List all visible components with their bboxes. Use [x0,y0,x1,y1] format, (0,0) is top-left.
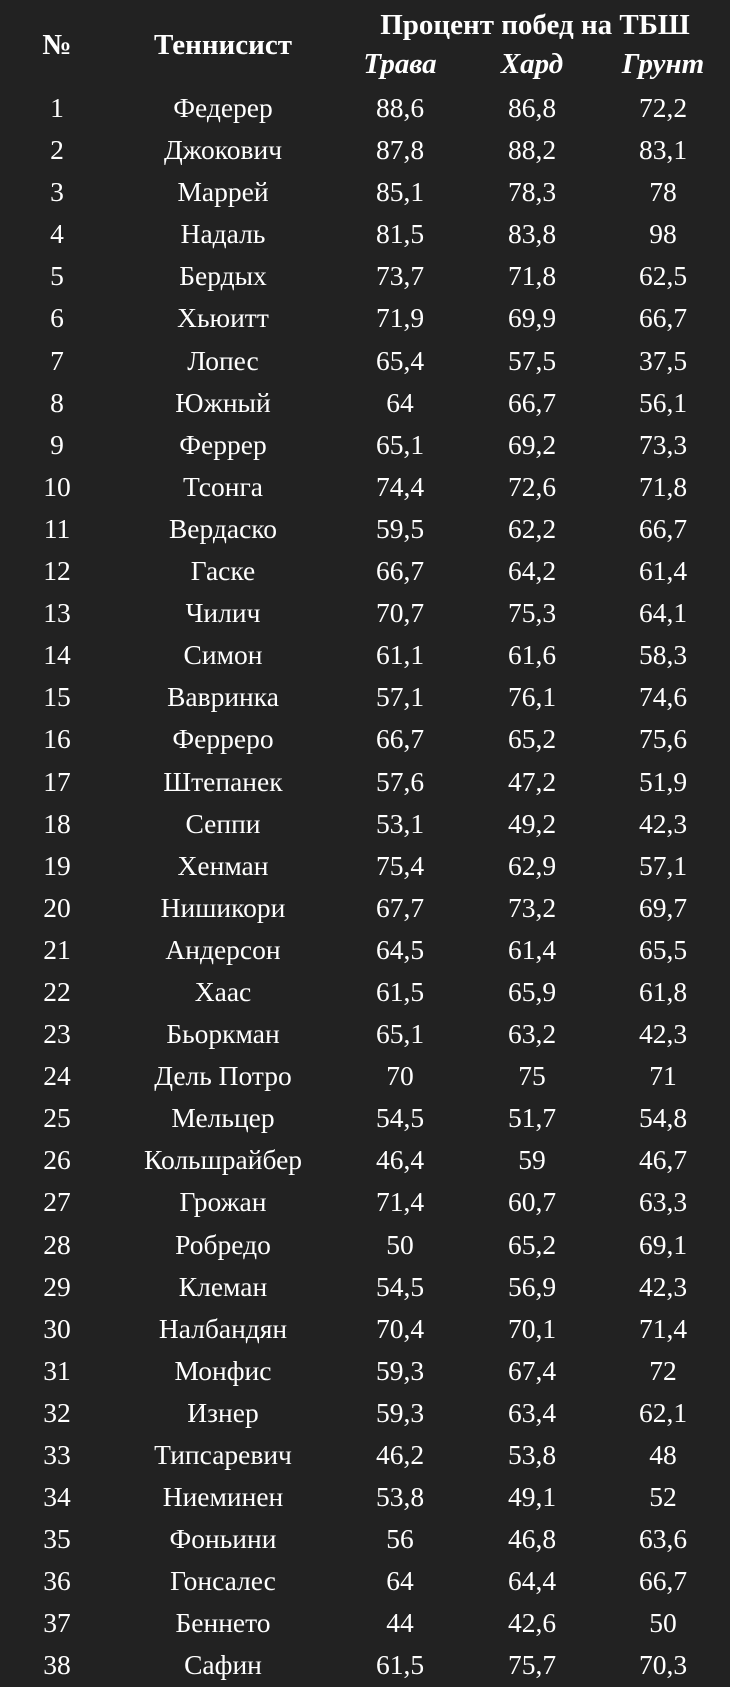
cell-grass-percent: 61,5 [375,975,425,1007]
cell-clay-percent: 72 [649,1354,677,1386]
cell-player-name: Фоньини [169,1523,277,1555]
cell-player-name: Вердаско [168,512,278,544]
cell-hard-percent: 63,2 [507,1018,557,1050]
table-row [0,1392,730,1434]
table-row [0,1055,730,1097]
cell-clay-percent: 73,3 [638,428,688,460]
cell-number: 10 [43,470,71,502]
cell-hard-percent: 47,2 [507,765,557,797]
cell-grass-percent: 50 [386,1228,414,1260]
cell-number: 22 [43,975,71,1007]
cell-player-name: Хенман [177,849,269,881]
cell-clay-percent: 50 [649,1607,677,1639]
cell-player-name: Монфис [174,1354,272,1386]
cell-number: 34 [43,1481,71,1513]
cell-grass-percent: 59,5 [375,512,425,544]
cell-number: 19 [43,849,71,881]
table-row [0,1181,730,1223]
cell-player-name: Ниеминен [162,1481,284,1513]
cell-clay-percent: 74,6 [638,681,688,713]
cell-player-name: Андерсон [165,933,281,965]
cell-hard-percent: 63,4 [507,1396,557,1428]
cell-clay-percent: 56,1 [638,386,688,418]
cell-number: 31 [43,1354,71,1386]
header-surface-hard: Хард [500,48,564,80]
cell-number: 35 [43,1523,71,1555]
cell-clay-percent: 78 [649,176,677,208]
cell-hard-percent: 57,5 [507,344,557,376]
cell-number: 16 [43,723,71,755]
cell-grass-percent: 75,4 [375,849,425,881]
cell-number: 5 [50,260,64,292]
cell-hard-percent: 65,9 [507,975,557,1007]
cell-player-name: Лопес [187,344,259,376]
cell-clay-percent: 71,4 [638,1312,688,1344]
cell-hard-percent: 59 [518,1144,546,1176]
cell-player-name: Маррей [177,176,269,208]
cell-clay-percent: 58,3 [638,639,688,671]
cell-hard-percent: 42,6 [507,1607,557,1639]
cell-grass-percent: 85,1 [375,176,425,208]
cell-number: 4 [50,218,64,250]
table-row [0,929,730,971]
table-row [0,87,730,129]
cell-clay-percent: 62,5 [638,260,688,292]
table-row [0,1476,730,1518]
cell-player-name: Феррер [179,428,267,460]
cell-hard-percent: 66,7 [507,386,557,418]
table-row [0,592,730,634]
cell-clay-percent: 65,5 [638,933,688,965]
cell-hard-percent: 75,3 [507,597,557,629]
cell-grass-percent: 74,4 [375,470,425,502]
cell-number: 8 [50,386,64,418]
cell-grass-percent: 54,5 [375,1270,425,1302]
cell-number: 9 [50,428,64,460]
cell-player-name: Штепанек [163,765,283,797]
header-surface-clay: Грунт [621,48,705,80]
cell-hard-percent: 62,2 [507,512,557,544]
cell-clay-percent: 42,3 [638,1018,688,1050]
table-row [0,676,730,718]
table-row [0,1013,730,1055]
cell-hard-percent: 62,9 [507,849,557,881]
cell-player-name: Кольшрайбер [143,1144,303,1176]
cell-clay-percent: 62,1 [638,1396,688,1428]
cell-hard-percent: 56,9 [507,1270,557,1302]
cell-clay-percent: 71,8 [638,470,688,502]
cell-clay-percent: 69,7 [638,891,688,923]
cell-number: 20 [43,891,71,923]
cell-player-name: Южный [175,386,271,418]
cell-number: 25 [43,1102,71,1134]
cell-clay-percent: 37,5 [638,344,688,376]
cell-hard-percent: 49,2 [507,807,557,839]
cell-grass-percent: 67,7 [375,891,425,923]
cell-clay-percent: 66,7 [638,512,688,544]
cell-clay-percent: 69,1 [638,1228,688,1260]
cell-grass-percent: 57,6 [375,765,425,797]
cell-number: 1 [50,92,64,123]
cell-player-name: Дель Потро [154,1060,292,1092]
cell-player-name: Клеман [178,1270,268,1302]
cell-grass-percent: 70,7 [375,597,425,629]
cell-grass-percent: 61,1 [375,639,425,671]
cell-player-name: Гонсалес [170,1565,276,1597]
cell-clay-percent: 42,3 [638,807,688,839]
cell-number: 23 [43,1018,71,1050]
table-row [0,1266,730,1308]
cell-player-name: Надаль [180,218,266,250]
cell-hard-percent: 71,8 [507,260,557,292]
cell-grass-percent: 46,4 [375,1144,425,1176]
cell-hard-percent: 76,1 [507,681,557,713]
cell-hard-percent: 83,8 [507,218,557,250]
cell-player-name: Ферреро [172,723,274,755]
cell-number: 38 [43,1649,71,1681]
cell-clay-percent: 63,6 [638,1523,688,1555]
table-row [0,297,730,339]
table-row [0,213,730,255]
cell-grass-percent: 88,6 [375,92,425,123]
table-row [0,1308,730,1350]
table-row [0,1560,730,1602]
table-row [0,845,730,887]
cell-player-name: Сафин [184,1649,262,1681]
cell-grass-percent: 81,5 [375,218,425,250]
cell-hard-percent: 61,6 [507,639,557,671]
table-row [0,1644,730,1686]
cell-number: 33 [43,1439,71,1470]
cell-player-name: Хаас [194,975,252,1007]
cell-hard-percent: 72,6 [507,470,557,502]
header-player: Теннисист [154,29,292,61]
cell-player-name: Сеппи [185,807,261,839]
cell-player-name: Гаске [190,555,256,587]
table-row [0,887,730,929]
cell-clay-percent: 57,1 [638,849,688,881]
cell-number: 28 [43,1228,71,1260]
cell-number: 11 [43,512,71,544]
cell-grass-percent: 73,7 [375,260,425,292]
cell-clay-percent: 48 [649,1439,677,1470]
table-row [0,1434,730,1476]
cell-grass-percent: 70 [386,1060,414,1092]
table-row [0,803,730,845]
table-row [0,1139,730,1181]
cell-player-name: Чилич [185,597,261,629]
cell-number: 26 [43,1144,71,1176]
cell-grass-percent: 71,4 [375,1186,425,1218]
cell-hard-percent: 60,7 [507,1186,557,1218]
cell-hard-percent: 73,2 [507,891,557,923]
cell-player-name: Бердых [179,260,267,292]
cell-number: 7 [50,344,64,376]
cell-grass-percent: 59,3 [375,1354,425,1386]
cell-clay-percent: 75,6 [638,723,688,755]
cell-number: 30 [43,1312,71,1344]
table-row [0,171,730,213]
cell-grass-percent: 54,5 [375,1102,425,1134]
cell-grass-percent: 53,1 [375,807,425,839]
cell-grass-percent: 65,4 [375,344,425,376]
cell-number: 12 [43,555,71,587]
cell-hard-percent: 51,7 [507,1102,557,1134]
cell-clay-percent: 71 [649,1060,677,1092]
table-row [0,424,730,466]
cell-grass-percent: 44 [386,1607,414,1639]
cell-player-name: Изнер [187,1396,259,1428]
table-row [0,1602,730,1644]
table-row [0,718,730,760]
cell-player-name: Тсонга [183,470,263,502]
cell-grass-percent: 65,1 [375,1018,425,1050]
cell-player-name: Симон [183,639,263,671]
cell-hard-percent: 75,7 [507,1649,557,1681]
cell-player-name: Робредо [175,1228,271,1260]
cell-grass-percent: 71,9 [375,302,425,334]
cell-grass-percent: 70,4 [375,1312,425,1344]
cell-clay-percent: 61,4 [638,555,688,587]
cell-hard-percent: 53,8 [507,1439,557,1470]
cell-number: 27 [43,1186,71,1218]
cell-hard-percent: 65,2 [507,723,557,755]
table-row [0,340,730,382]
table-row [0,129,730,171]
cell-hard-percent: 46,8 [507,1523,557,1555]
table-row [0,466,730,508]
cell-player-name: Вавринка [167,681,279,713]
header-number: № [42,29,72,61]
cell-number: 3 [50,176,64,208]
cell-grass-percent: 64,5 [375,933,425,965]
cell-player-name: Бьоркман [166,1018,280,1050]
cell-number: 6 [50,302,64,334]
cell-player-name: Хьюитт [177,302,269,334]
cell-number: 2 [50,134,64,166]
cell-number: 21 [43,933,71,965]
cell-player-name: Беннето [175,1607,271,1639]
cell-clay-percent: 64,1 [638,597,688,629]
cell-hard-percent: 69,9 [507,302,557,334]
cell-grass-percent: 46,2 [375,1439,425,1470]
cell-clay-percent: 66,7 [638,302,688,334]
cell-number: 24 [43,1060,71,1092]
cell-clay-percent: 54,8 [638,1102,688,1134]
cell-grass-percent: 53,8 [375,1481,425,1513]
cell-grass-percent: 66,7 [375,723,425,755]
cell-clay-percent: 61,8 [638,975,688,1007]
cell-hard-percent: 64,2 [507,555,557,587]
cell-number: 29 [43,1270,71,1302]
cell-player-name: Налбандян [158,1312,288,1344]
table-row [0,1224,730,1266]
header-group-grand-slam-win-percent: Процент побед на ТБШ [380,9,690,41]
table-row [0,382,730,424]
cell-player-name: Типсаревич [154,1439,292,1470]
cell-clay-percent: 83,1 [638,134,688,166]
cell-hard-percent: 65,2 [507,1228,557,1260]
cell-hard-percent: 61,4 [507,933,557,965]
cell-clay-percent: 66,7 [638,1565,688,1597]
cell-clay-percent: 46,7 [638,1144,688,1176]
table-row [0,550,730,592]
cell-player-name: Федерер [173,92,273,123]
cell-number: 36 [43,1565,71,1597]
cell-clay-percent: 63,3 [638,1186,688,1218]
cell-clay-percent: 98 [649,218,677,250]
cell-number: 13 [43,597,71,629]
table-row [0,1097,730,1139]
cell-clay-percent: 42,3 [638,1270,688,1302]
header-surface-grass: Трава [363,48,437,80]
cell-clay-percent: 51,9 [638,765,688,797]
cell-clay-percent: 72,2 [638,92,688,123]
cell-number: 18 [43,807,71,839]
cell-number: 15 [43,681,71,713]
table-row [0,508,730,550]
cell-grass-percent: 66,7 [375,555,425,587]
cell-player-name: Джокович [163,134,283,166]
cell-number: 32 [43,1396,71,1428]
cell-hard-percent: 70,1 [507,1312,557,1344]
table-row [0,1518,730,1560]
cell-hard-percent: 69,2 [507,428,557,460]
table-body [0,87,730,1687]
cell-number: 37 [43,1607,71,1639]
cell-hard-percent: 67,4 [507,1354,557,1386]
table-row [0,634,730,676]
table-row [0,1350,730,1392]
cell-hard-percent: 64,4 [507,1565,557,1597]
cell-grass-percent: 64 [386,386,414,418]
cell-number: 14 [43,639,71,671]
cell-hard-percent: 78,3 [507,176,557,208]
cell-number: 17 [43,765,71,797]
cell-hard-percent: 49,1 [507,1481,557,1513]
cell-hard-percent: 75 [518,1060,546,1092]
cell-grass-percent: 65,1 [375,428,425,460]
cell-hard-percent: 88,2 [507,134,557,166]
cell-grass-percent: 64 [386,1565,414,1597]
cell-grass-percent: 87,8 [375,134,425,166]
cell-grass-percent: 57,1 [375,681,425,713]
cell-player-name: Нишикори [160,891,286,923]
table-row [0,761,730,803]
table-row [0,971,730,1013]
cell-grass-percent: 61,5 [375,1649,425,1681]
cell-clay-percent: 52 [649,1481,677,1513]
cell-player-name: Мельцер [171,1102,275,1134]
cell-clay-percent: 70,3 [638,1649,688,1681]
cell-grass-percent: 56 [386,1523,414,1555]
cell-grass-percent: 59,3 [375,1396,425,1428]
table-row [0,255,730,297]
cell-player-name: Грожан [179,1186,267,1218]
cell-hard-percent: 86,8 [507,92,557,123]
